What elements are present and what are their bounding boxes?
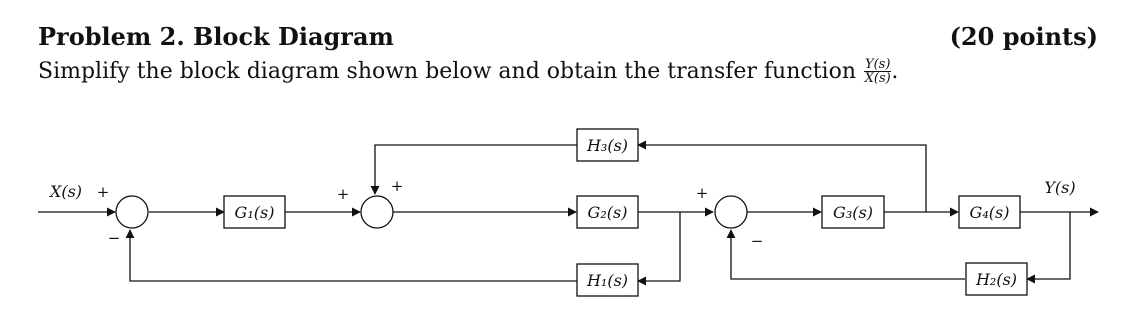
g1-label: G₁(s) [234, 203, 275, 222]
sj2-input-sign: + [336, 185, 350, 203]
h2-feedforward-line [1027, 212, 1070, 279]
problem-title: Problem 2. Block Diagram [38, 22, 394, 51]
g2-label: G₂(s) [587, 203, 628, 222]
h1-label: H₁(s) [586, 271, 629, 290]
h1-feedforward-line [638, 212, 680, 281]
h3-label: H₃(s) [586, 136, 629, 155]
summing-junction-1 [116, 196, 148, 228]
h2-label: H₂(s) [975, 270, 1018, 289]
summing-junction-2 [361, 196, 393, 228]
g3-label: G₃(s) [833, 203, 873, 222]
h2-feedback-line [731, 230, 965, 279]
summing-junction-3 [715, 196, 747, 228]
output-label: Y(s) [1044, 178, 1076, 197]
h3-feedback-line [375, 145, 577, 194]
sj2-feedback-sign: + [390, 177, 404, 195]
fraction-numerator: Y(s) [865, 57, 891, 72]
h3-feedforward-line [638, 145, 926, 212]
instruction-text: Simplify the block diagram shown below and obtain the transfer function [38, 59, 856, 84]
points-label: (20 points) [949, 22, 1098, 51]
h1-feedback-line [130, 230, 577, 281]
fraction-denominator: X(s) [864, 71, 891, 86]
sj3-input-sign: + [695, 184, 709, 202]
sj1-feedback-sign: − [107, 229, 121, 247]
fraction-suffix: . [891, 59, 899, 84]
sj3-feedback-sign: − [750, 232, 764, 250]
sj1-input-sign: + [96, 183, 110, 201]
input-label: X(s) [49, 182, 83, 201]
g4-label: G₄(s) [969, 203, 1010, 222]
